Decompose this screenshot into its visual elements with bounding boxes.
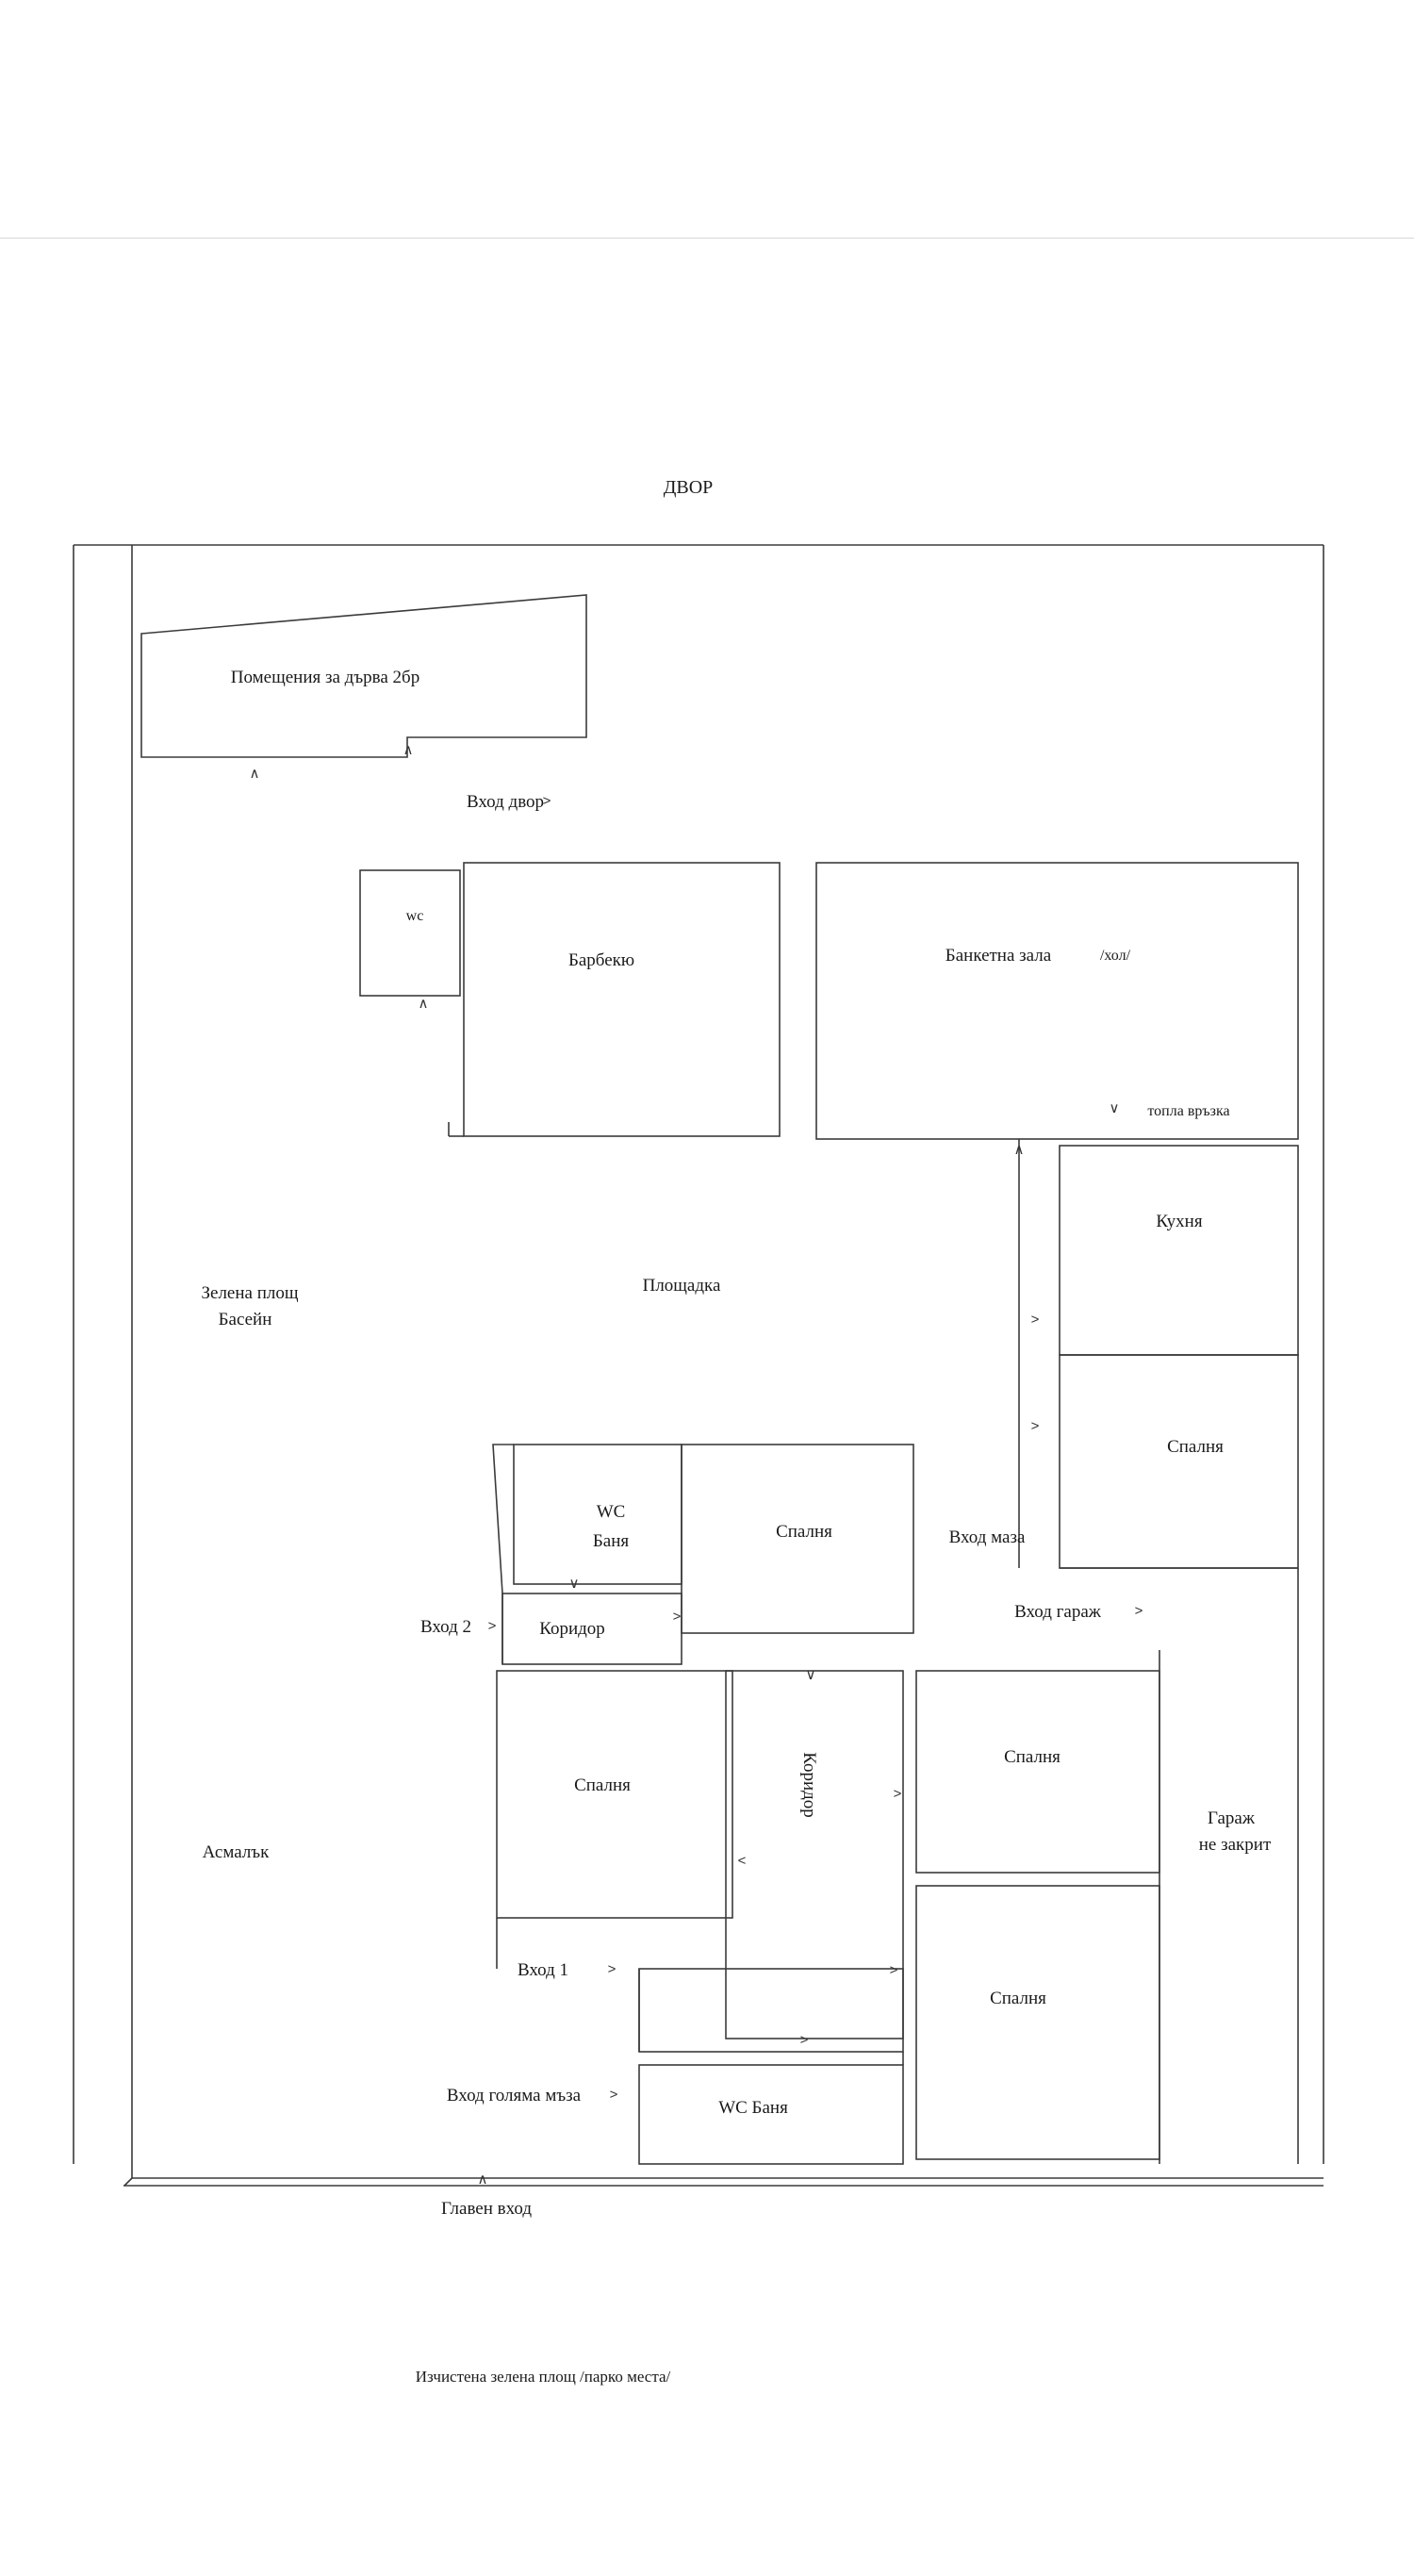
entrance-label-1: Вход 1 (517, 1960, 569, 1980)
entrance-arrow-garage: > (1134, 1603, 1143, 1619)
room-label-bedroom-upper-mid: Спалня (776, 1522, 832, 1542)
entrance-arrow-1: > (607, 1961, 617, 1977)
room-label-wc-bath-lower: WC Баня (718, 2098, 788, 2118)
room-label-corridor-vertical: Коридор (798, 1752, 819, 1818)
room-label-wc-small: wc (405, 908, 424, 924)
room-label-banquet-hall: Банкетна зала (945, 946, 1052, 966)
diagram-title: ДВОР (663, 477, 714, 498)
door-marker-corridor-v-top: ∨ (805, 1667, 816, 1683)
room-label-bedroom-kitchen-side: Спалня (1167, 1437, 1224, 1457)
entrance-label-big-cellar: Вход голяма мъза (446, 2086, 582, 2105)
room-label-woodstore: Помещения за дърва 2бр (230, 668, 420, 687)
room-label-wc-upper: WC (596, 1502, 626, 1522)
room-label-pool: Басейн (218, 1310, 272, 1329)
room-label-banquet-hall-sub: /хол/ (1099, 948, 1131, 964)
door-marker-corridor-v-bottom-right: > (889, 1962, 898, 1978)
room-label-bath-upper: Баня (592, 1531, 630, 1551)
entrance-arrow-big-cellar: > (609, 2087, 618, 2103)
room-label-garage-sub: не закрит (1198, 1835, 1272, 1855)
room-label-barbecue: Барбекю (567, 950, 635, 970)
door-marker-hall-bottom: ∧ (1013, 1142, 1025, 1158)
door-marker-wood-right: ∧ (403, 742, 414, 758)
entrance-label-main: Главен вход (440, 2199, 533, 2219)
entrance-arrow-warm-link: ∨ (1109, 1100, 1120, 1116)
door-marker-corridor-v-right: > (893, 1786, 902, 1802)
door-marker-bedroom-left-right: < (737, 1853, 747, 1869)
door-marker-corridor-v-bottom: > (799, 2032, 809, 2048)
entrance-label-basement: Вход маза (948, 1527, 1026, 1547)
door-marker-corridor-right: > (672, 1609, 682, 1625)
room-label-kitchen: Кухня (1156, 1212, 1203, 1231)
room-label-bedroom-left-big: Спалня (574, 1775, 631, 1795)
entrance-label-yard: Вход двор (466, 792, 545, 812)
room-label-garage: Гараж (1207, 1808, 1256, 1828)
door-marker-kitchen-right: > (1030, 1312, 1040, 1328)
door-marker-bath-down: ∨ (568, 1576, 580, 1592)
door-marker-wc-small: ∧ (418, 996, 429, 1012)
door-marker-bedroom-right: > (1030, 1418, 1040, 1434)
entrance-arrow-yard: > (542, 793, 551, 809)
room-label-corridor-upper: Коридор (539, 1619, 605, 1639)
room-label-green-area: Зелена площ (201, 1283, 299, 1303)
room-label-bedroom-right-upper: Спалня (1004, 1747, 1060, 1767)
entrance-label-warm-link: топла връзка (1147, 1103, 1230, 1119)
room-label-bedroom-right-lower: Спалня (990, 1989, 1046, 2008)
footer-note: Изчистена зелена площ /парко места/ (415, 2368, 671, 2386)
entrance-arrow-main: ∧ (477, 2171, 488, 2188)
entrance-label-garage: Вход гараж (1014, 1602, 1101, 1622)
room-label-playground: Площадка (642, 1276, 721, 1296)
door-marker-wood-left: ∧ (249, 766, 260, 782)
entrance-label-2: Вход 2 (419, 1617, 472, 1637)
entrance-arrow-2: > (487, 1618, 497, 1634)
room-label-vine-arbour: Асмалък (202, 1842, 270, 1862)
